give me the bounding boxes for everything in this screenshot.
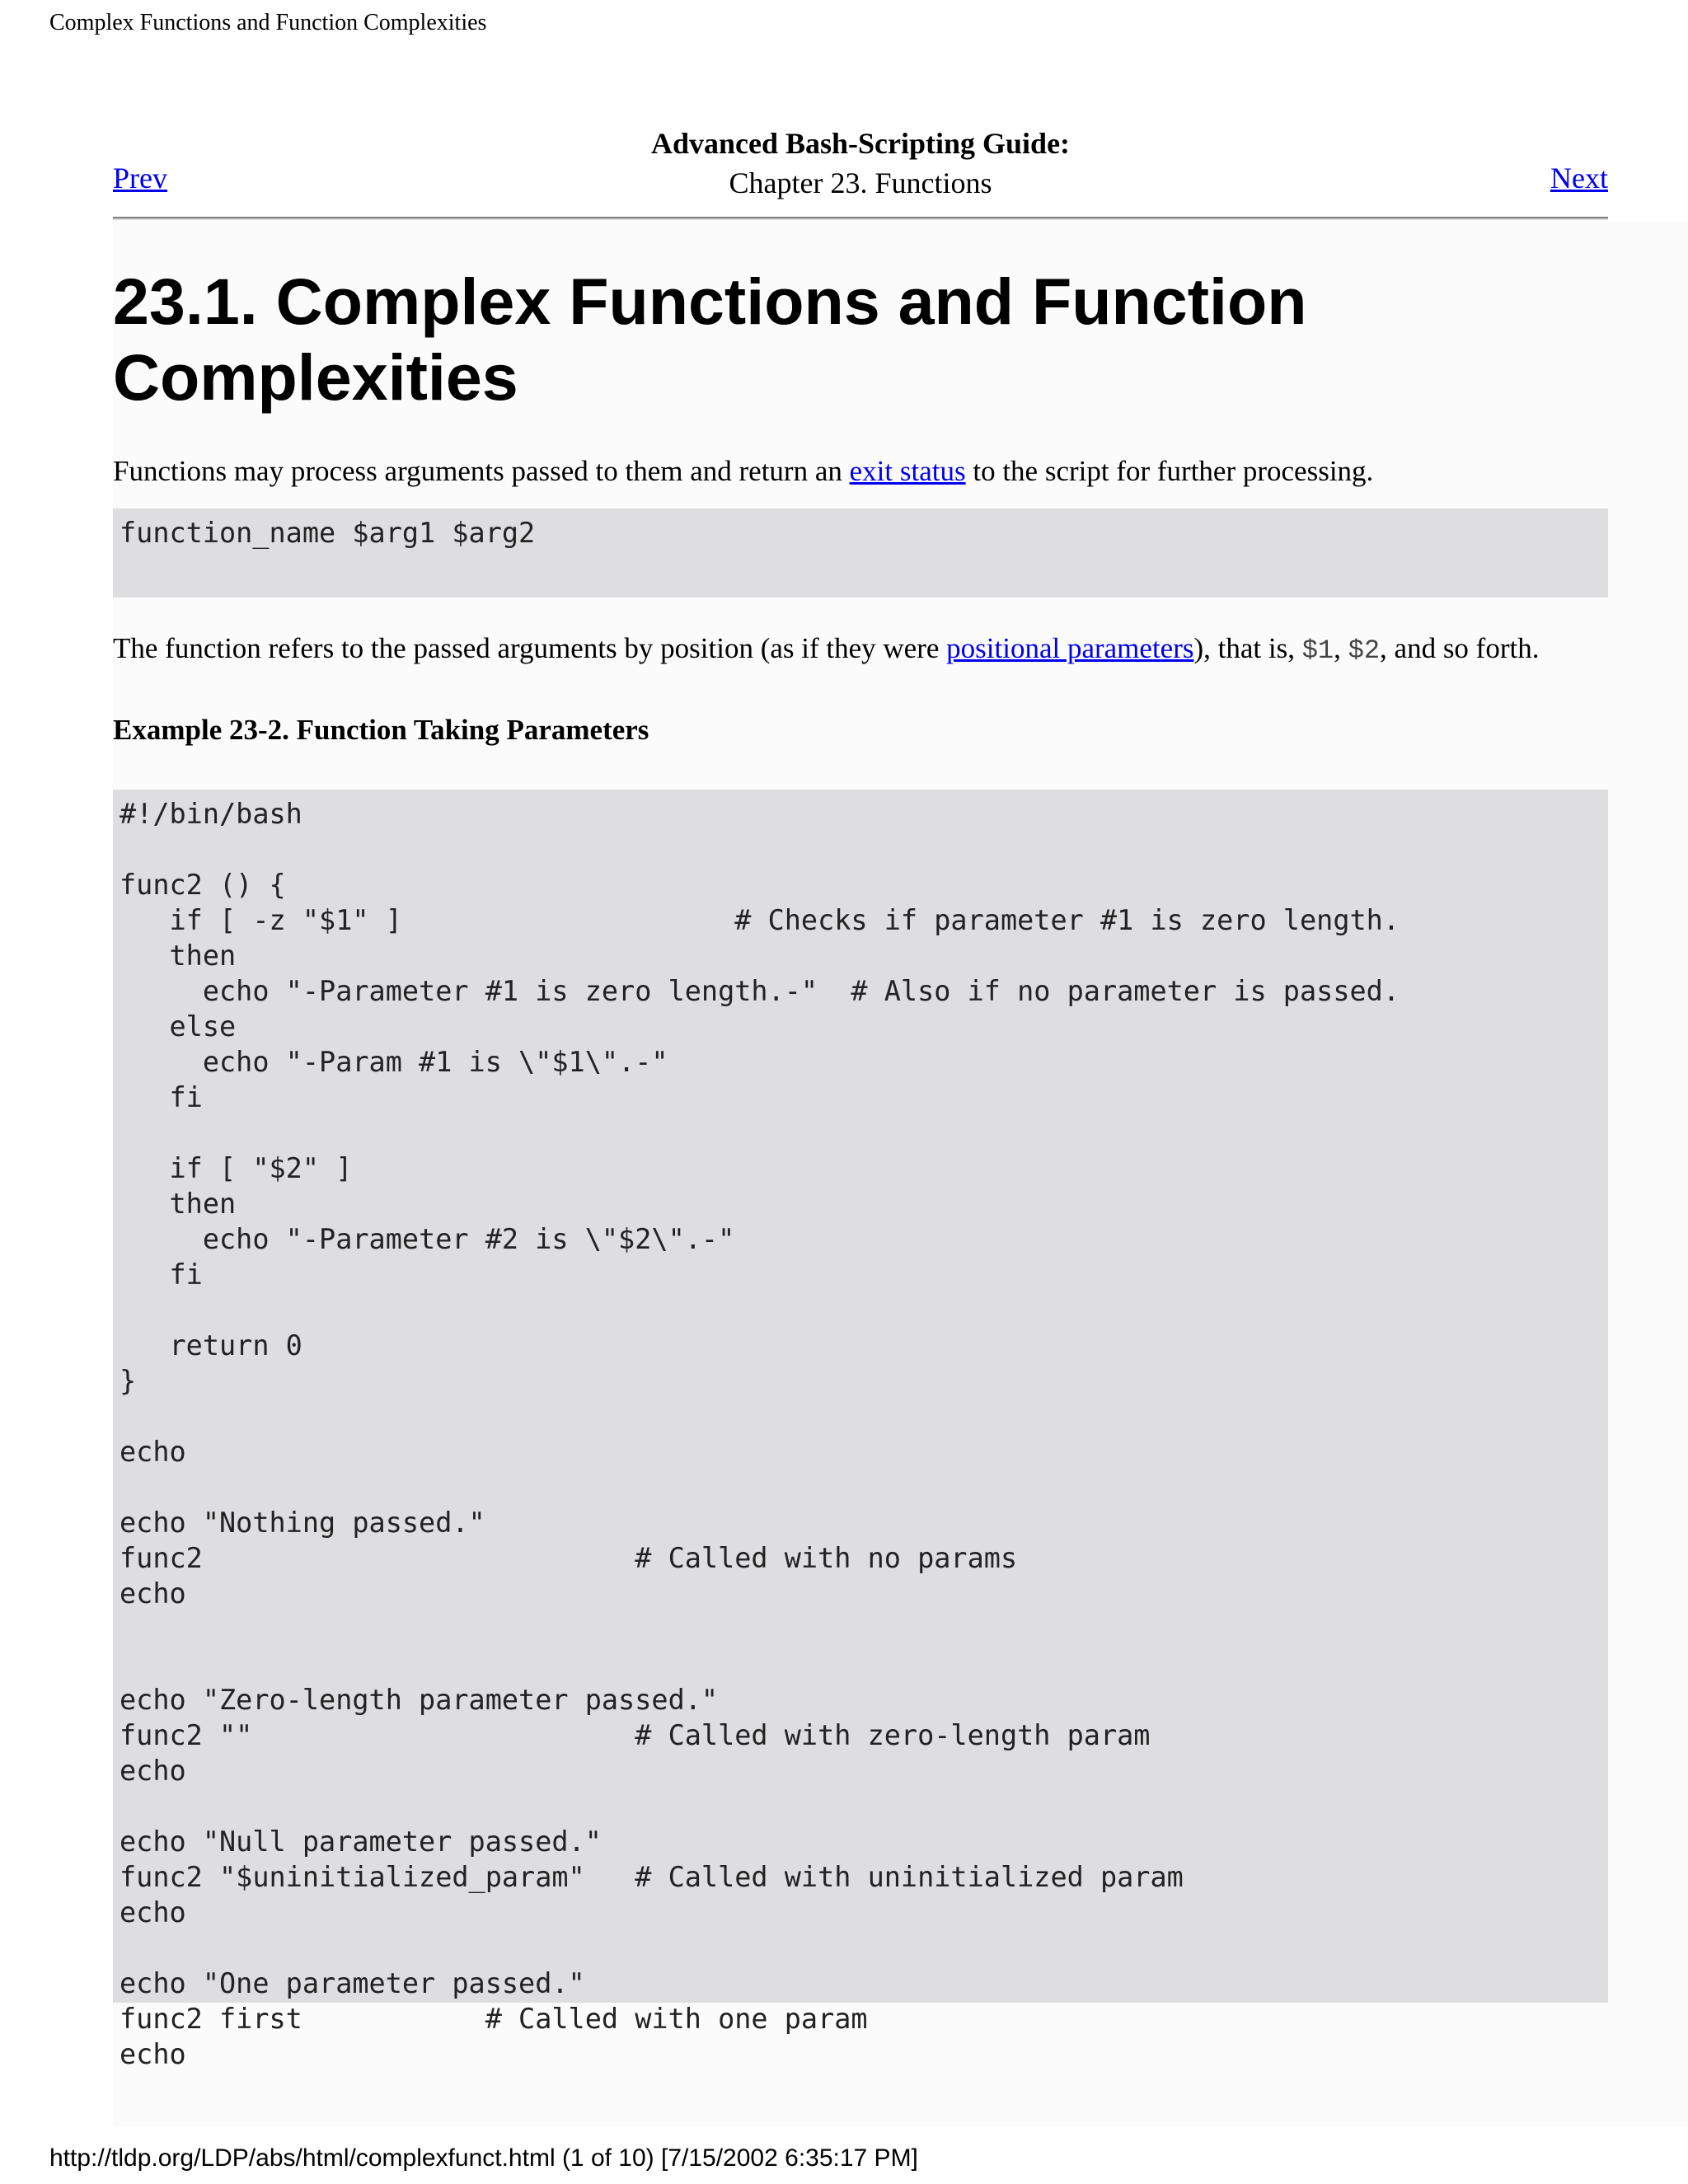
section-title: 23.1. Complex Functions and Function Complexities <box>113 265 1307 414</box>
positional-paragraph <box>113 630 1608 669</box>
chapter-title: Chapter 23. Functions <box>729 166 992 199</box>
positional-parameters-link[interactable]: positional parameters <box>946 632 1194 664</box>
header-divider <box>113 217 1608 220</box>
intro-paragraph <box>113 453 1608 490</box>
intro-text-after: to the script for further processing. <box>965 455 1374 487</box>
next-link[interactable]: Next <box>1550 162 1608 194</box>
positional-separator: , <box>1334 632 1348 664</box>
nav-title <box>113 124 1608 203</box>
main-content <box>113 264 1608 2070</box>
example-code-block: #!/bin/bash func2 () { if [ -z "$1" ] # Checks if parameter #1 is zero length. then echo "-Parameter #1 is zero length.-" # Also if no parameter is passed. else echo "-Param #1 is \"$1\".-" fi if [ "$2" ] then echo "-Parameter #2 is \"$2\".-" fi return 0 } echo echo "Nothing passed." func2 # Called with no params echo echo "Zero-length parameter passed." func2 "" # Called with zero-length param echo echo "Null parameter passed." func2 "$uninitialized_param" # Called with uninitialized param echo echo "One parameter passed." func2 first # Called with one param echo <box>113 790 1608 2003</box>
inline-code-dollar-one: $1 <box>1301 635 1334 666</box>
print-footer: http://tldp.org/LDP/abs/html/complexfunct.html (1 of 10) [7/15/2002 6:35:17 PM] <box>49 2144 918 2172</box>
print-header: Complex Functions and Function Complexities <box>49 10 487 35</box>
positional-text-after: , and so forth. <box>1380 632 1540 664</box>
positional-text-before: The function refers to the passed arguments by position (as if they were <box>113 632 947 664</box>
example-title: Example 23-2. Function Taking Parameters <box>113 714 649 746</box>
exit-status-link[interactable]: exit status <box>849 455 966 487</box>
navigation-header <box>113 124 1608 214</box>
prev-link[interactable]: Prev <box>113 162 167 194</box>
usage-code-block: function_name $arg1 $arg2 <box>113 509 1608 598</box>
inline-code-dollar-two: $2 <box>1348 635 1381 666</box>
intro-text-before: Functions may process arguments passed to them and return an <box>113 455 850 487</box>
guide-title: Advanced Bash-Scripting Guide: <box>650 127 1071 160</box>
positional-text-middle: ), that is, <box>1193 632 1302 664</box>
